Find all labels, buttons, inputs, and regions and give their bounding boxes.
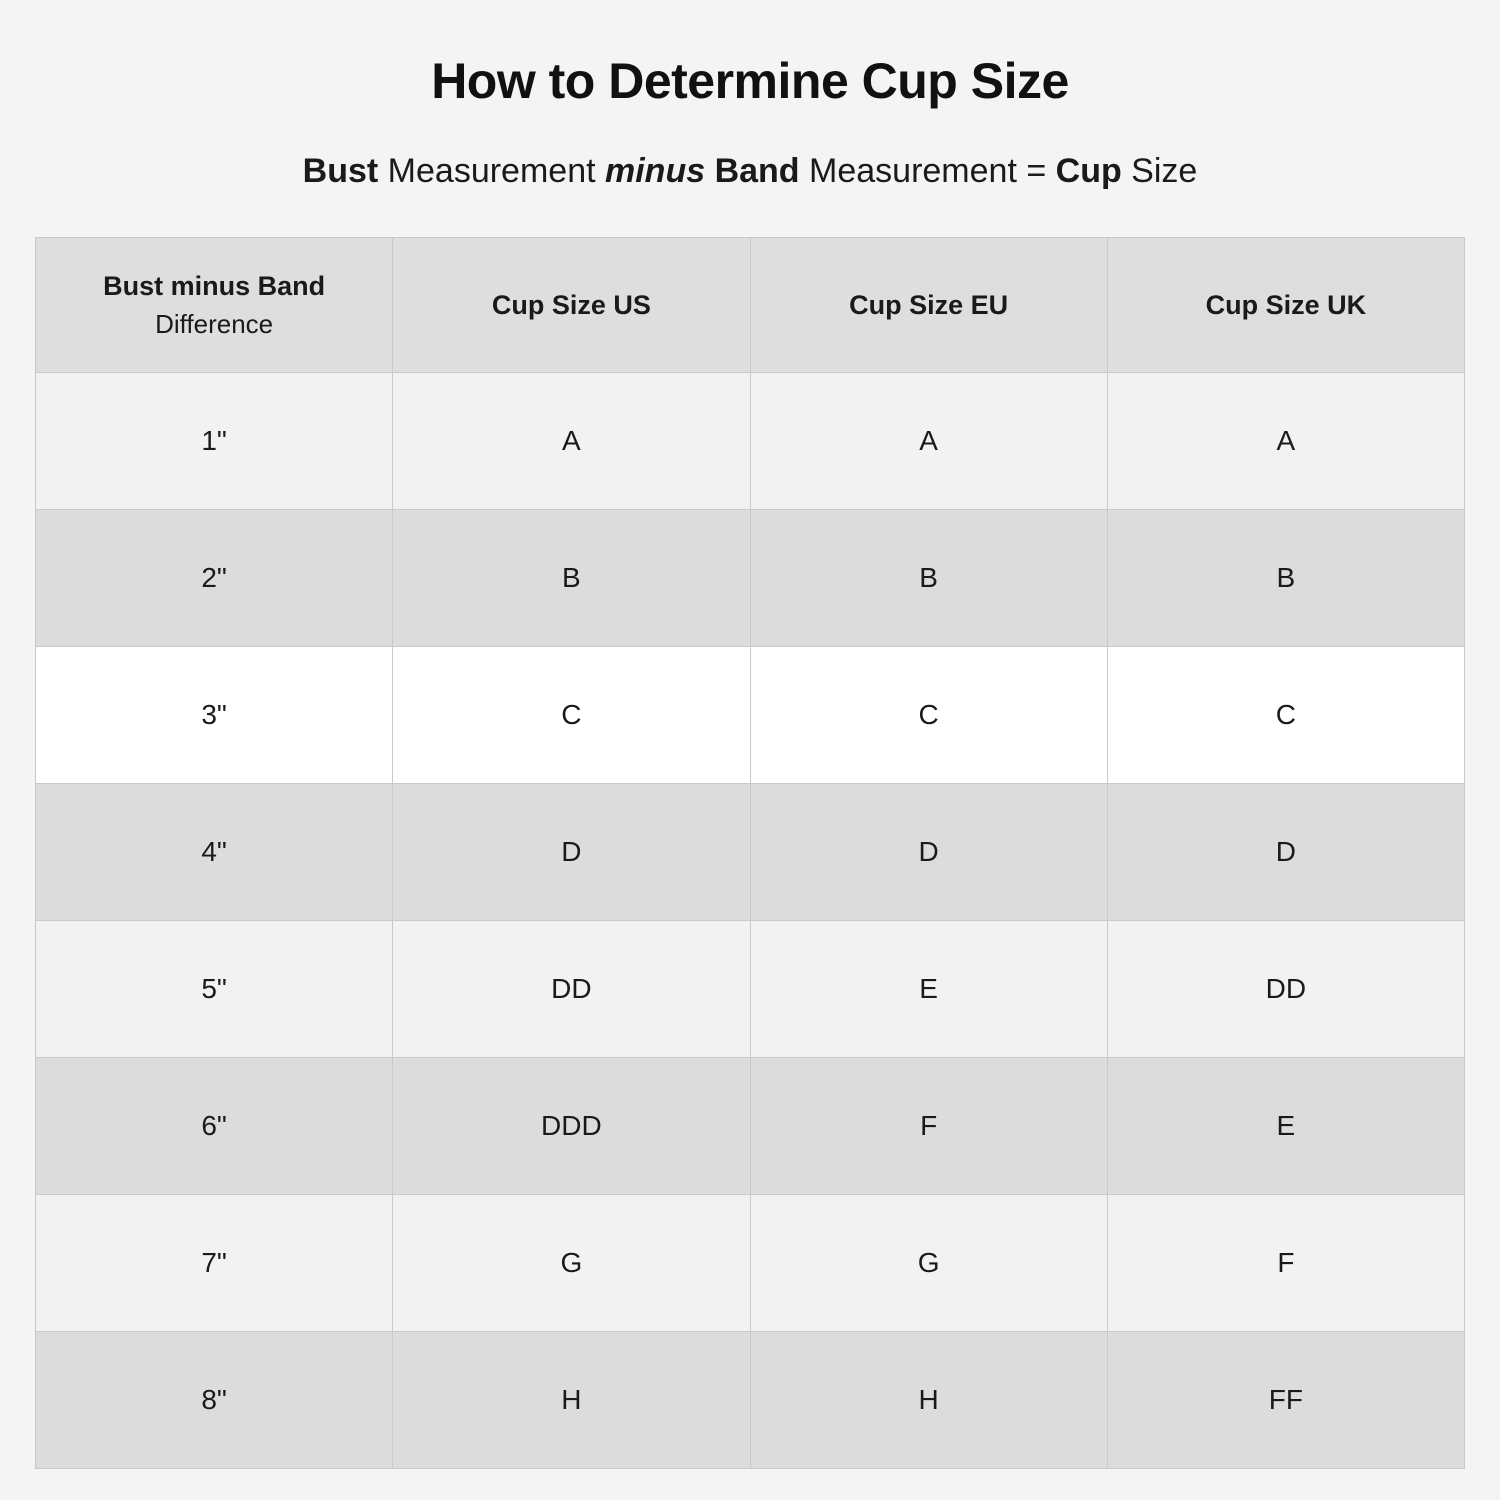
table-row xyxy=(36,647,1465,784)
cell-uk: E xyxy=(1107,1058,1464,1195)
cell-eu: C xyxy=(750,647,1107,784)
cell-eu: H xyxy=(750,1332,1107,1469)
cell-uk: F xyxy=(1107,1195,1464,1332)
formula-subtitle xyxy=(303,152,1198,191)
cell-uk: B xyxy=(1107,510,1464,647)
column-header-difference xyxy=(36,238,393,373)
table-row xyxy=(36,510,1465,647)
table-row xyxy=(36,1332,1465,1469)
table-body xyxy=(36,373,1465,1469)
cell-uk: A xyxy=(1107,373,1464,510)
column-header-difference-main: Bust minus Band xyxy=(103,270,326,301)
formula-size-label: Size xyxy=(1121,152,1198,190)
cell-difference: 1" xyxy=(36,373,393,510)
formula-measurement-2: Measurement = xyxy=(799,152,1056,190)
cell-uk: D xyxy=(1107,784,1464,921)
column-header-eu: Cup Size EU xyxy=(750,238,1107,373)
table-row xyxy=(36,921,1465,1058)
formula-measurement-1: Measurement xyxy=(378,152,605,190)
formula-minus-label: minus xyxy=(605,152,706,190)
table-row xyxy=(36,1195,1465,1332)
cup-size-table xyxy=(35,237,1465,1469)
cell-eu: B xyxy=(750,510,1107,647)
column-header-difference-sub: Difference xyxy=(155,308,274,339)
cell-difference: 7" xyxy=(36,1195,393,1332)
table-header-row xyxy=(36,238,1465,373)
cell-uk: C xyxy=(1107,647,1464,784)
formula-band-label: Band xyxy=(705,152,800,190)
cell-us: DD xyxy=(393,921,750,1058)
cell-eu: D xyxy=(750,784,1107,921)
cell-us: B xyxy=(393,510,750,647)
cell-us: C xyxy=(393,647,750,784)
cell-us: DDD xyxy=(393,1058,750,1195)
cell-uk: FF xyxy=(1107,1332,1464,1469)
formula-cup-label: Cup xyxy=(1055,152,1122,190)
cell-difference: 6" xyxy=(36,1058,393,1195)
cell-us: G xyxy=(393,1195,750,1332)
cell-us: H xyxy=(393,1332,750,1469)
cell-difference: 8" xyxy=(36,1332,393,1469)
cell-eu: G xyxy=(750,1195,1107,1332)
cell-difference: 5" xyxy=(36,921,393,1058)
table-row xyxy=(36,1058,1465,1195)
column-header-uk: Cup Size UK xyxy=(1107,238,1464,373)
cell-eu: E xyxy=(750,921,1107,1058)
cell-us: A xyxy=(393,373,750,510)
cell-difference: 3" xyxy=(36,647,393,784)
cell-uk: DD xyxy=(1107,921,1464,1058)
column-header-us: Cup Size US xyxy=(393,238,750,373)
table-row xyxy=(36,784,1465,921)
table-header xyxy=(36,238,1465,373)
page-title: How to Determine Cup Size xyxy=(431,53,1069,109)
cell-eu: F xyxy=(750,1058,1107,1195)
formula-bust-label: Bust xyxy=(302,152,379,190)
cell-difference: 2" xyxy=(36,510,393,647)
cell-difference: 4" xyxy=(36,784,393,921)
cell-us: D xyxy=(393,784,750,921)
cell-eu: A xyxy=(750,373,1107,510)
table-row xyxy=(36,373,1465,510)
size-table-container xyxy=(35,237,1465,1469)
